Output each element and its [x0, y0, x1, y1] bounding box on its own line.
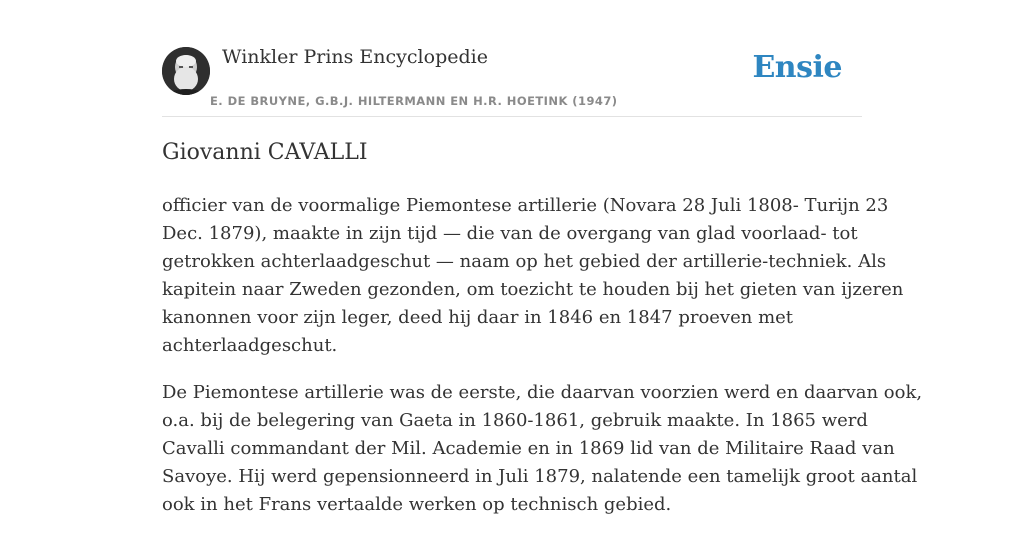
- site-name[interactable]: Winkler Prins Encyclopedie: [222, 46, 488, 68]
- paragraph-line: o.a. bij de belegering van Gaeta in 1860-1861, gebruik maakte. In 1865 werd: [162, 410, 868, 431]
- article-paragraph: [162, 192, 904, 360]
- paragraph-line: kapitein naar Zweden gezonden, om toezicht te houden bij het gieten van ijzeren: [162, 279, 904, 300]
- article-paragraph: [162, 379, 923, 519]
- paragraph-line: officier van de voormalige Piemontese artillerie (Novara 28 Juli 1808- Turijn 23: [162, 195, 889, 216]
- paragraph-line: kanonnen voor zijn leger, deed hij daar in 1846 en 1847 proeven met: [162, 307, 794, 328]
- paragraph-line: Savoye. Hij werd gepensionneerd in Juli 1879, nalatende een tamelijk groot aantal: [162, 466, 918, 487]
- article-body: [162, 192, 923, 538]
- portrait-icon: [162, 47, 210, 95]
- paragraph-line: achterlaadgeschut.: [162, 335, 338, 356]
- page-container: [162, 0, 923, 515]
- paragraph-line: De Piemontese artillerie was de eerste, die daarvan voorzien werd en daarvan ook,: [162, 382, 923, 403]
- authors-byline: E. DE BRUYNE, G.B.J. HILTERMANN EN H.R. HOETINK (1947): [210, 94, 618, 108]
- paragraph-line: ook in het Frans vertaalde werken op technisch gebied.: [162, 494, 672, 515]
- paragraph-line: getrokken achterlaadgeschut — naam op het gebied der artillerie-techniek. Als: [162, 251, 887, 272]
- paragraph-line: Dec. 1879), maakte in zijn tijd — die van de overgang van glad voorlaad- tot: [162, 223, 858, 244]
- ensie-logo[interactable]: Ensie: [752, 50, 842, 85]
- header: [162, 0, 862, 117]
- paragraph-line: Cavalli commandant der Mil. Academie en in 1869 lid van de Militaire Raad van: [162, 438, 895, 459]
- author-avatar[interactable]: [162, 47, 210, 95]
- page-title: Giovanni CAVALLI: [162, 140, 368, 165]
